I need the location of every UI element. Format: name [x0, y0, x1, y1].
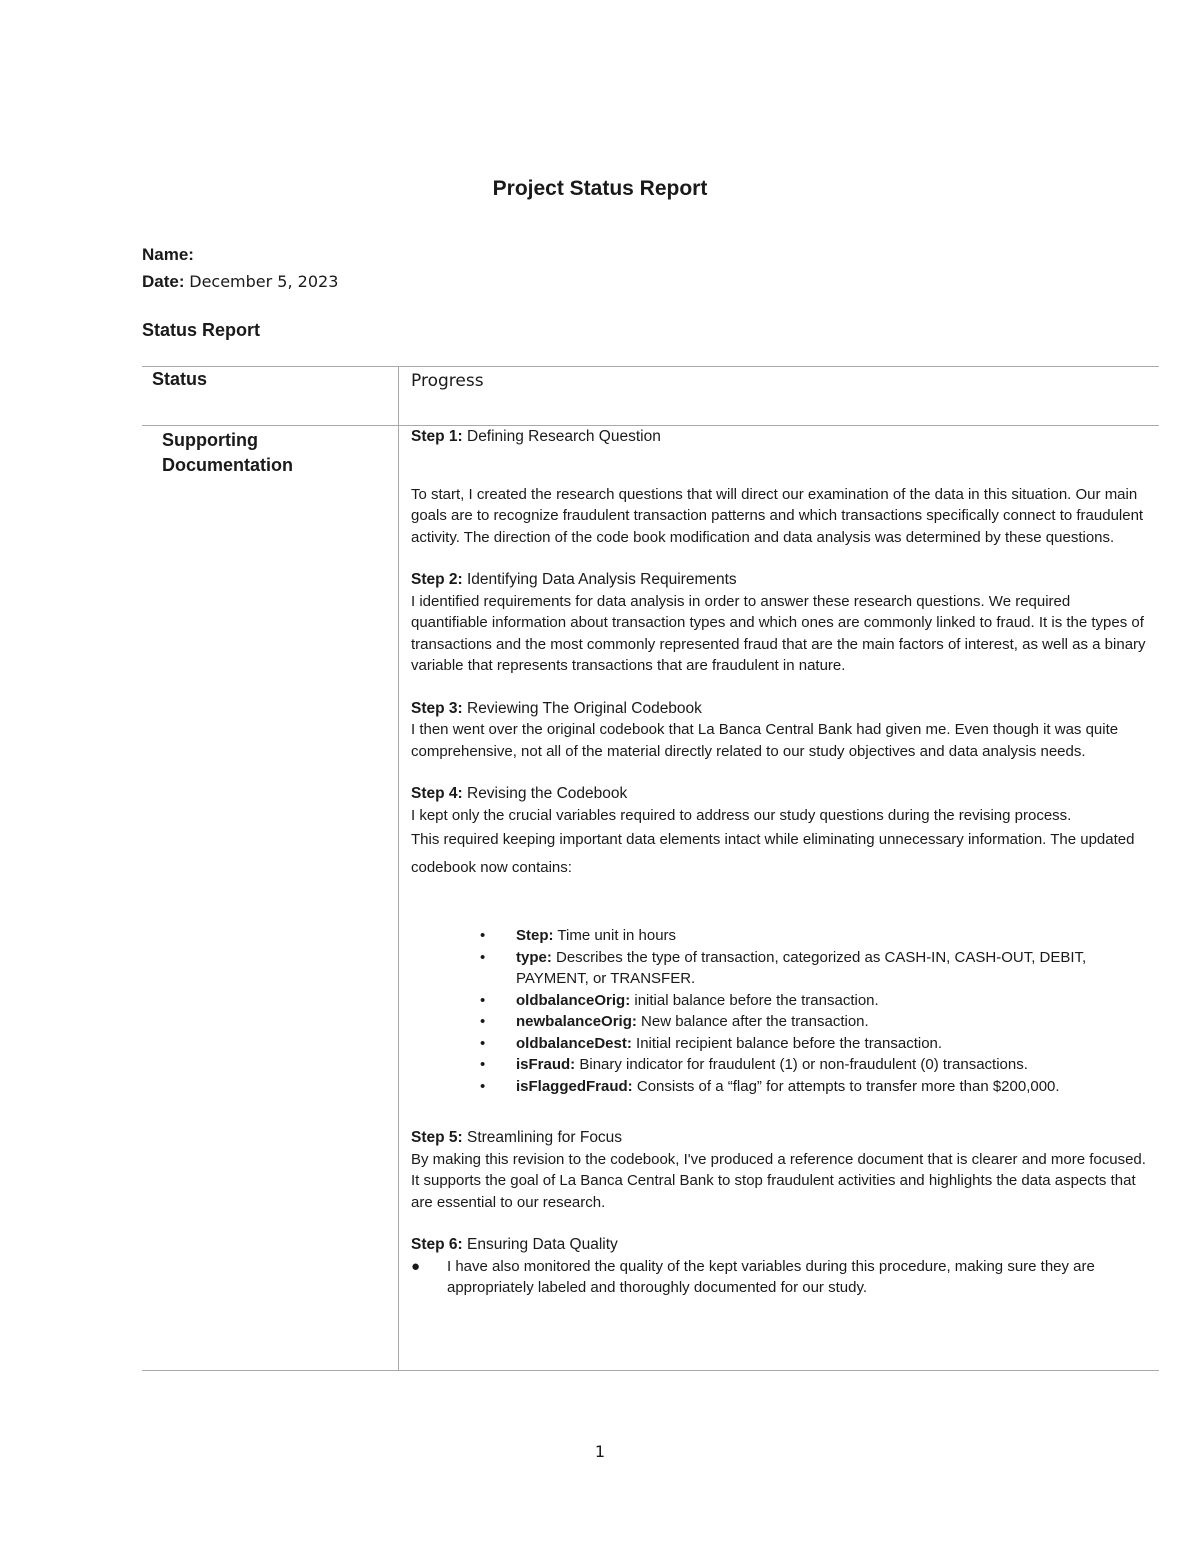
bullet-icon: • — [480, 1056, 486, 1073]
step-2-heading: Identifying Data Analysis Requirements — [462, 571, 737, 588]
name-line — [142, 245, 194, 265]
step-6-label: Step 6: — [411, 1236, 463, 1253]
step-1-title — [411, 426, 1151, 448]
date-line — [142, 272, 338, 292]
step-4-heading: Revising the Codebook — [462, 785, 628, 802]
bullet-icon: • — [480, 927, 486, 944]
bullet-icon: • — [480, 991, 486, 1009]
step-4-label: Step 4: — [411, 785, 463, 802]
step-4-body-line2: This required keeping important data elements intact while eliminating unnecessary information. The updated codebook now contains: — [411, 831, 1135, 876]
step-1-label: Step 1: — [411, 428, 463, 445]
list-item: • isFraud: Binary indicator for fraudulent (1) or non-fraudulent (0) transactions. — [516, 1054, 1151, 1076]
step-6-title — [411, 1234, 1151, 1256]
list-item: ● I have also monitored the quality of the kept variables during this procedure, making sure they are appropriately labeled and thoroughly documented for our study. — [411, 1257, 1095, 1296]
step-1-body: To start, I created the research questions that will direct our examination of the data in this situation. Our main goals are to recognize fraudulent transaction patterns and which transactions specifically connect to fraudulent activity. The direction of the code book modification and data analysis was determined by these questions. — [411, 485, 1144, 546]
step-4-title — [411, 783, 1151, 805]
name-label: Name: — [142, 245, 194, 264]
step-5-body: By making this revision to the codebook, I've produced a reference document that is clearer and more focused. It supports the goal of La Banca Central Bank to stop fraudulent activities and highlights the data aspects that are essential to our research. — [411, 1150, 1146, 1211]
step-3-body: I then went over the original codebook that La Banca Central Bank had given me. Even though it was quite comprehensive, not all of the material directly related to our study objectives and data analysis needs. — [411, 721, 1119, 760]
row-label: Supporting Documentation — [162, 430, 294, 475]
step-5-label: Step 5: — [411, 1129, 463, 1146]
step-2-title — [411, 569, 1151, 591]
step-2-label: Step 2: — [411, 571, 463, 588]
bullet-icon: • — [480, 1077, 486, 1095]
date-label: Date: — [142, 272, 185, 291]
list-item: • newbalanceOrig: New balance after the transaction. — [516, 1011, 1151, 1033]
step-1-heading: Defining Research Question — [462, 428, 661, 445]
codebook-variable-list — [411, 925, 1151, 1097]
step-2-body: I identified requirements for data analysis in order to answer these research questions. We required quantifiable information about transaction types and which ones are commonly linked to fraud. It is the types of transactions and the most commonly represented fraud that are the main factors of interest, as well as a binary variable that represents transactions that are fraudulent in nature. — [411, 592, 1146, 674]
bullet-icon: • — [480, 1034, 486, 1052]
step-5-heading: Streamlining for Focus — [462, 1129, 623, 1146]
bullet-icon: • — [480, 948, 486, 966]
step-3-heading: Reviewing The Original Codebook — [462, 699, 702, 717]
list-item: • oldbalanceOrig: initial balance before the transaction. — [516, 990, 1151, 1012]
page-number: 1 — [594, 1442, 606, 1461]
section-heading: Status Report — [142, 320, 261, 340]
bullet-icon: ● — [411, 1257, 421, 1275]
bullet-icon: • — [480, 1013, 486, 1030]
step-3-label: Step 3: — [411, 699, 463, 717]
progress-cell — [411, 426, 1151, 1299]
page-title: Project Status Report — [492, 177, 708, 200]
list-item: • oldbalanceDest: Initial recipient balance before the transaction. — [516, 1033, 1151, 1055]
date-value: December 5, 2023 — [189, 272, 339, 291]
quality-list — [411, 1256, 1151, 1299]
list-item: • Step: Time unit in hours — [516, 925, 1151, 947]
table-border-top — [142, 366, 1159, 367]
step-3-title — [411, 698, 1151, 720]
table-border-bottom — [142, 1370, 1159, 1371]
list-item: • type: Describes the type of transaction, categorized as CASH-IN, CASH-OUT, DEBIT, PAYMENT, or TRANSFER. — [480, 948, 1087, 987]
step-5-title — [411, 1127, 1151, 1149]
table-column-divider — [398, 367, 399, 1371]
list-item: • isFlaggedFraud: Consists of a “flag” for attempts to transfer more than $200,000. — [516, 1076, 1151, 1098]
table-header-progress: Progress — [411, 371, 484, 391]
step-4-body-line1: I kept only the crucial variables required to address our study questions during the revising process. — [411, 806, 1072, 824]
table-header-status: Status — [152, 369, 208, 389]
step-6-heading: Ensuring Data Quality — [462, 1236, 618, 1253]
